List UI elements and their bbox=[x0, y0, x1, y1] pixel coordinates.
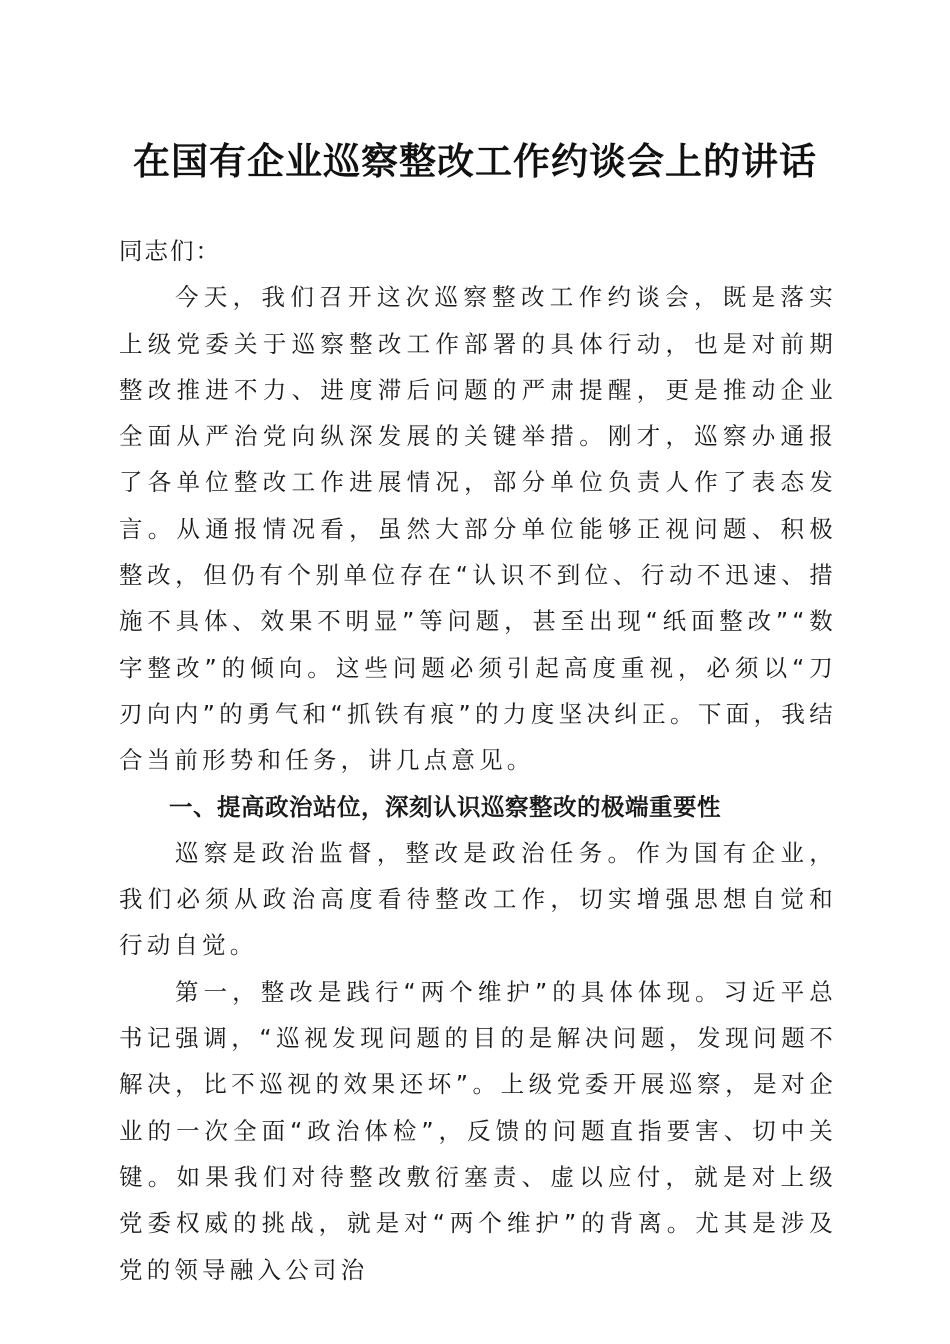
section-paragraph: 第一，整改是践行“两个维护”的具体体现。习近平总书记强调，“巡视发现问题的目的是解决问题，发现问题不解决，比不巡视的效果还坏”。上级党委开展巡察，是对企业的一次全面“政治体检”，反馈的问题直指要害、切中关键。如果我们对待整改敷衍塞责、虚以应付，就是对上级党委权威的挑战，就是对“两个维护”的背离。尤其是涉及党的领导融入公司治 bbox=[119, 977, 837, 1284]
intro-paragraph: 今天，我们召开这次巡察整改工作约谈会，既是落实上级党委关于巡察整改工作部署的具体行动，也是对前期整改推进不力、进度滞后问题的严肃提醒，更是推动企业全面从严治党向纵深发展的关键举措。刚才，巡察办通报了各单位整改工作进展情况，部分单位负责人作了表态发言。从通报情况看，虽然大部分单位能够正视问题、积极整改，但仍有个别单位存在“认识不到位、行动不迅速、措施不具体、效果不明显”等问题，甚至出现“纸面整改”“数字整改”的倾向。这些问题必须引起高度重视，必须以“刀刃向内”的勇气和“抓铁有痕”的力度坚决纠正。下面，我结合当前形势和任务，讲几点意见。 bbox=[119, 283, 837, 775]
section-heading: 一、提高政治站位，深刻认识巡察整改的极端重要性 bbox=[169, 792, 721, 821]
section-paragraph: 巡察是政治监督，整改是政治任务。作为国有企业，我们必须从政治高度看待整改工作，切实增强思想自觉和行动自觉。 bbox=[119, 838, 837, 960]
document-body bbox=[119, 228, 837, 1293]
document-title: 在国有企业巡察整改工作约谈会上的讲话 bbox=[133, 139, 817, 183]
salutation: 同志们： bbox=[119, 237, 221, 265]
